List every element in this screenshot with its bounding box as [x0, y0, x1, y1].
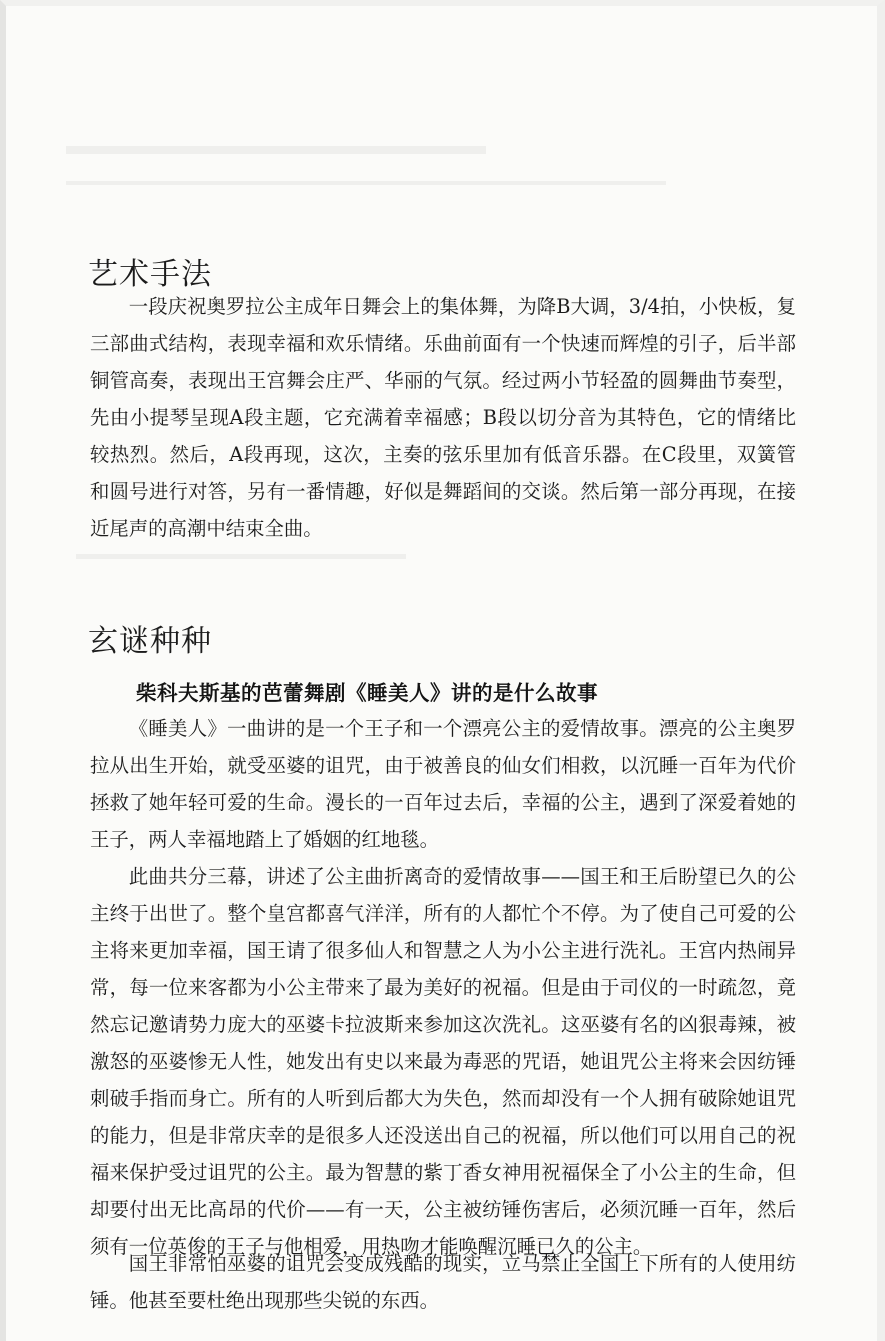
bleed-through-mark — [76, 554, 406, 559]
story-paragraph-3: 国王非常怕巫婆的诅咒会变成残酷的现实，立马禁止全国上下所有的人使用纺锤。他甚至要杜绝出现那些尖锐的东西。 — [90, 1252, 796, 1312]
question-subheading: 柴科夫斯基的芭蕾舞剧《睡美人》讲的是什么故事 — [136, 681, 598, 705]
section-heading-mystery: 玄谜种种 — [88, 623, 212, 659]
section-heading-art: 艺术手法 — [88, 256, 212, 292]
story-paragraph-2: 此曲共分三幕，讲述了公主曲折离奇的爱情故事——国王和王后盼望已久的公主终于出世了。整个皇宫都喜气洋洋，所有的人都忙个不停。为了使自己可爱的公主将来更加幸福，国王请了很多仙人和智慧之人为小公主进行洗礼。王宫内热闹异常，每一位来客都为小公主带来了最为美好的祝福。但是由于司仪的一时疏忽，竟然忘记邀请势力庞大的巫婆卡拉波斯来参加这次洗礼。这巫婆有名的凶狠毒辣，被激怒的巫婆惨无人性，她发出有史以来最为毒恶的咒语，她诅咒公主将来会因纺锤刺破手指而身亡。所有的人听到后都大为失色，然而却没有一个人拥有破除她诅咒的能力，但是非常庆幸的是很多人还没送出自己的祝福，所以他们可以用自己的祝福来保护受过诅咒的公主。最为智慧的紫丁香女神用祝福保全了小公主的生命，但却要付出无比高昂的代价——有一天，公主被纺锤伤害后，必须沉睡一百年，然后须有一位英俊的王子与他相爱，用热吻才能唤醒沉睡已久的公主。 — [90, 865, 796, 1258]
story-paragraph-1: 《睡美人》一曲讲的是一个王子和一个漂亮公主的爱情故事。漂亮的公主奥罗拉从出生开始，就受巫婆的诅咒，由于被善良的仙女们相救，以沉睡一百年为代价拯救了她年轻可爱的生命。漫长的一百年过去后，幸福的公主，遇到了深爱着她的王子，两人幸福地踏上了婚姻的红地毯。 — [90, 717, 796, 851]
bleed-through-mark — [66, 146, 486, 154]
bleed-through-mark — [66, 181, 666, 185]
art-paragraph: 一段庆祝奥罗拉公主成年日舞会上的集体舞，为降B大调，3/4拍，小快板，复三部曲式结构，表现幸福和欢乐情绪。乐曲前面有一个快速而辉煌的引子，后半部铜管高奏，表现出王宫舞会庄严、华丽的气氛。经过两小节轻盈的圆舞曲节奏型，先由小提琴呈现A段主题，它充满着幸福感；B段以切分音为其特色，它的情绪比较热烈。然后，A段再现，这次，主奏的弦乐里加有低音乐器。在C段里，双簧管和圆号进行对答，另有一番情趣，好似是舞蹈间的交谈。然后第一部分再现，在接近尾声的高潮中结束全曲。 — [90, 295, 796, 540]
